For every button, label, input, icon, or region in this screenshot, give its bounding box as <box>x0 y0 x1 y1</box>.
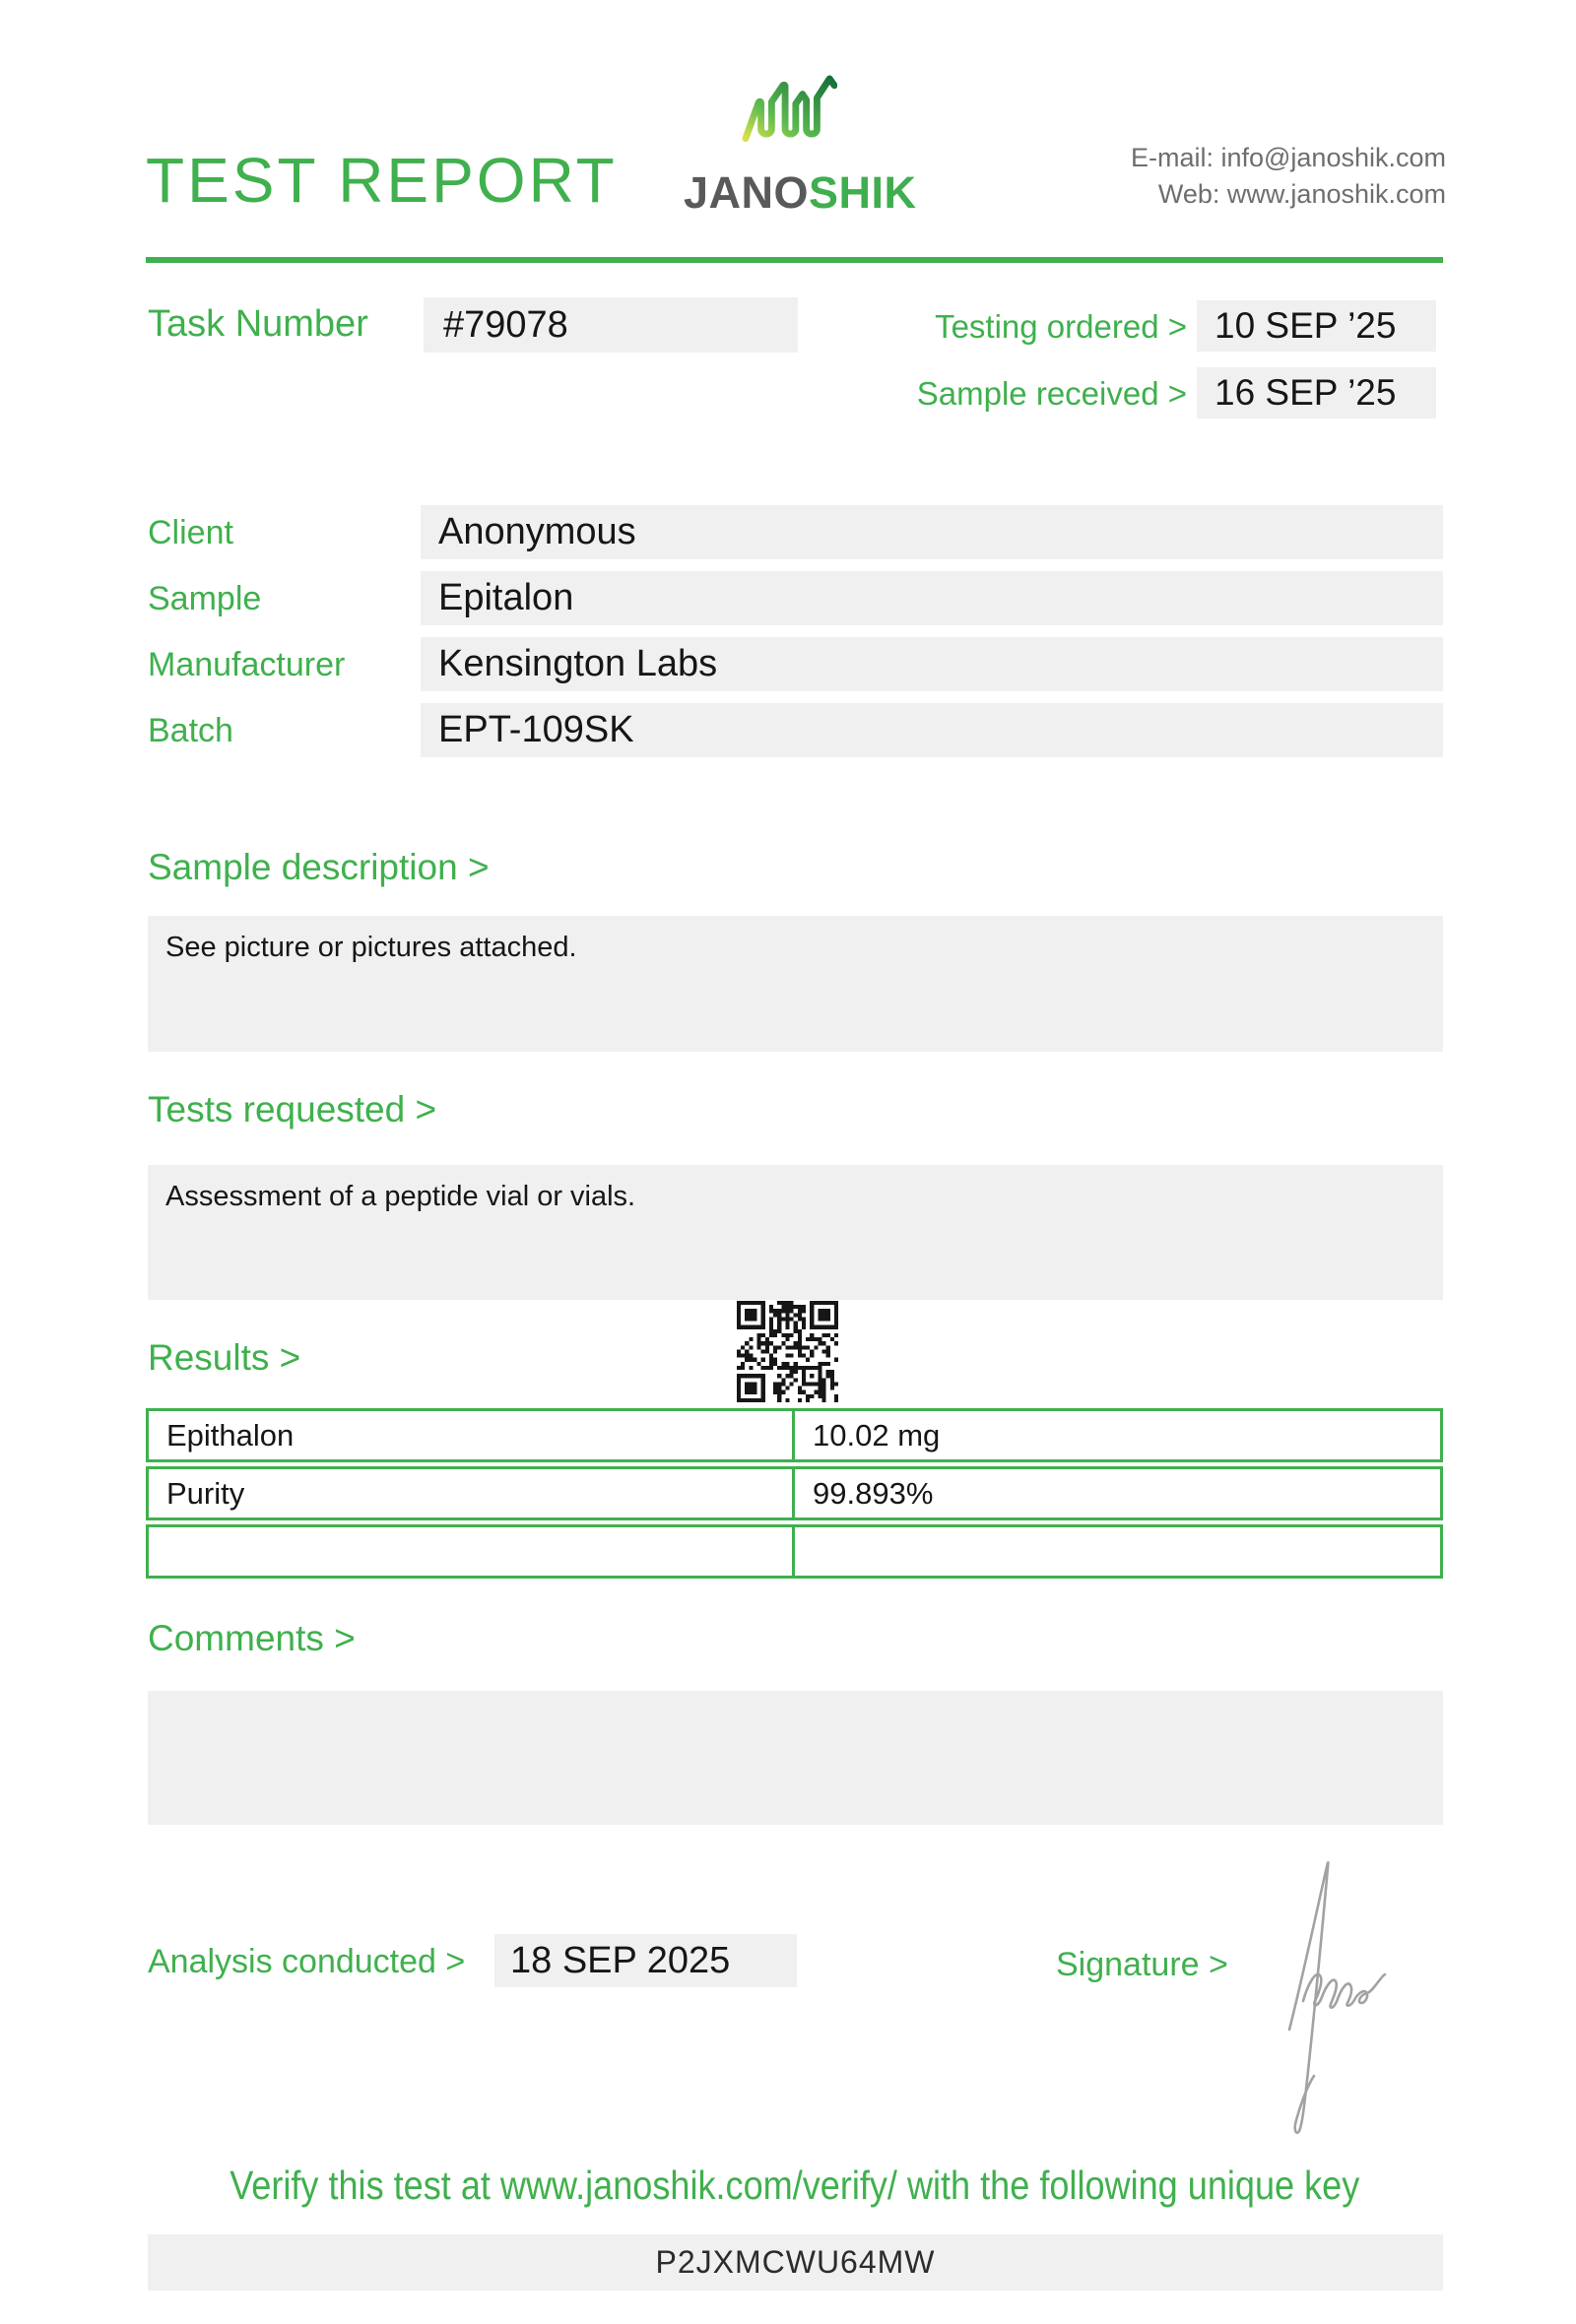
signature-image <box>1259 1851 1416 2147</box>
batch-value: EPT-109SK <box>421 703 1443 757</box>
tests-requested-box: Assessment of a peptide vial or vials. <box>148 1165 1443 1300</box>
page-title: TEST REPORT <box>146 145 618 216</box>
analysis-conducted-label: Analysis conducted > <box>148 1943 466 1980</box>
comments-heading: Comments > <box>148 1618 356 1658</box>
verify-text: Verify this test at www.janoshik.com/verify/ with the following unique key <box>229 2163 1360 2208</box>
sample-label: Sample <box>148 580 262 617</box>
verify-text-line <box>146 2163 1443 2209</box>
table-row <box>146 1408 1443 1462</box>
contact-email: E-mail: info@janoshik.com <box>1130 143 1446 172</box>
client-value: Anonymous <box>421 505 1443 559</box>
logo-word-gray: JANO <box>684 167 810 218</box>
task-number-label: Task Number <box>148 303 368 345</box>
table-row <box>146 1466 1443 1520</box>
sample-value: Epitalon <box>421 571 1443 625</box>
results-heading: Results > <box>148 1337 301 1378</box>
result-value <box>795 1527 1440 1576</box>
manufacturer-value: Kensington Labs <box>421 637 1443 691</box>
analysis-conducted-value: 18 SEP 2025 <box>494 1934 797 1987</box>
logo-word-green: SHIK <box>809 167 917 218</box>
signature-label: Signature > <box>1056 1946 1228 1983</box>
sample-description-heading: Sample description > <box>148 847 490 887</box>
result-value: 10.02 mg <box>813 1417 941 1452</box>
manufacturer-label: Manufacturer <box>148 646 346 683</box>
unique-key-value: P2JXMCWU64MW <box>148 2234 1443 2291</box>
sample-received-value: 16 SEP ’25 <box>1197 367 1436 419</box>
sample-description-box: See picture or pictures attached. <box>148 916 1443 1052</box>
client-label: Client <box>148 514 233 551</box>
result-name <box>149 1527 795 1576</box>
task-number-value: #79078 <box>424 297 798 353</box>
logo-wordmark <box>684 167 917 219</box>
result-value: 99.893% <box>813 1475 934 1511</box>
header-divider <box>146 257 1443 263</box>
testing-ordered-value: 10 SEP ’25 <box>1197 300 1436 352</box>
qr-code <box>737 1301 838 1402</box>
contact-block <box>1131 140 1446 213</box>
result-name: Epithalon <box>149 1411 795 1459</box>
table-row <box>146 1524 1443 1579</box>
tests-requested-heading: Tests requested > <box>148 1089 437 1130</box>
contact-web: Web: www.janoshik.com <box>1157 179 1446 209</box>
testing-ordered-label: Testing ordered > <box>935 308 1187 345</box>
growth-chart-icon <box>741 75 837 165</box>
comments-box <box>148 1691 1443 1825</box>
batch-label: Batch <box>148 712 233 749</box>
sample-received-label: Sample received > <box>916 375 1187 412</box>
result-name: Purity <box>149 1469 795 1517</box>
results-table <box>146 1408 1443 1579</box>
